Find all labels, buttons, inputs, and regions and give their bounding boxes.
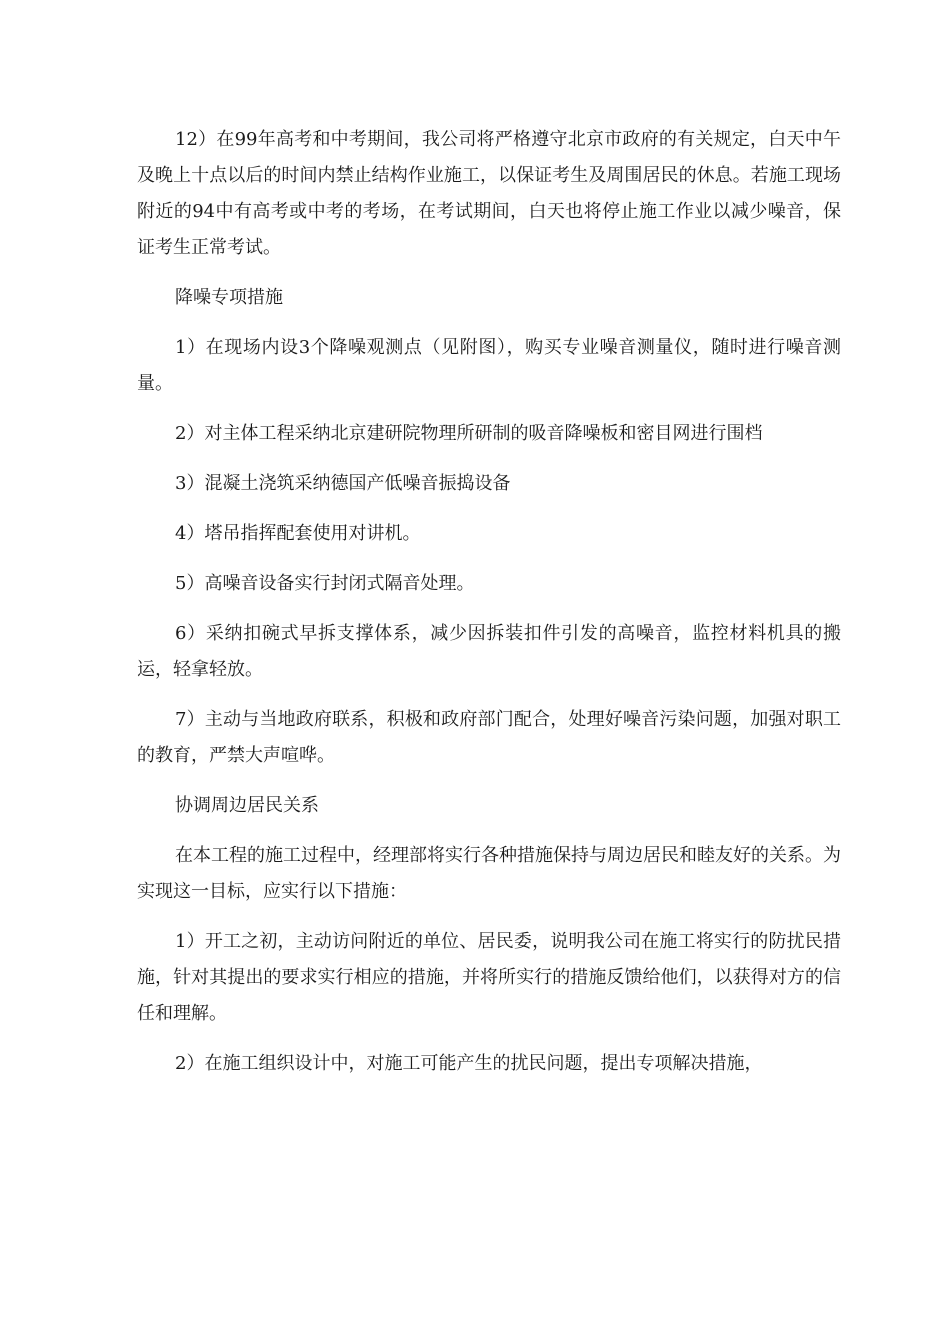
paragraph-resident-measure-2: 2）在施工组织设计中，对施工可能产生的扰民问题，提出专项解决措施，	[175, 1053, 763, 1074]
paragraph-noise-measure-3: 3）混凝土浇筑采纳德国产低噪音振捣设备	[175, 473, 511, 494]
section-heading-resident-relations: 协调周边居民关系	[175, 795, 319, 816]
paragraph-noise-measure-7: 7）主动与当地政府联系，积极和政府部门配合，处理好噪音污染问题，加强对职工的教育，严禁大声喧哗。	[137, 709, 841, 766]
paragraph-noise-measure-1: 1）在现场内设3个降噪观测点（见附图），购买专业噪音测量仪，随时进行噪音测量。	[137, 337, 841, 394]
paragraph-noise-measure-2: 2）对主体工程采纳北京建研院物理所研制的吸音降噪板和密目网进行围档	[175, 423, 763, 444]
paragraph-noise-measure-5: 5）高噪音设备实行封闭式隔音处理。	[175, 573, 475, 594]
paragraph-noise-measure-4: 4）塔吊指挥配套使用对讲机。	[175, 523, 421, 544]
paragraph-resident-intro: 在本工程的施工过程中，经理部将实行各种措施保持与周边居民和睦友好的关系。为实现这一目标，应实行以下措施：	[137, 845, 841, 902]
paragraph-exam-period-rule: 12）在99年高考和中考期间，我公司将严格遵守北京市政府的有关规定，白天中午及晚上十点以后的时间内禁止结构作业施工，以保证考生及周围居民的休息。若施工现场附近的94中有高考或中考的考场，在考试期间，白天也将停止施工作业以减少噪音，保证考生正常考试。	[137, 129, 841, 258]
paragraph-noise-measure-6: 6）采纳扣碗式早拆支撑体系，减少因拆装扣件引发的高噪音，监控材料机具的搬运，轻拿轻放。	[137, 623, 841, 680]
document-body	[137, 122, 841, 1096]
paragraph-resident-measure-1: 1）开工之初，主动访问附近的单位、居民委，说明我公司在施工将实行的防扰民措施，针对其提出的要求实行相应的措施，并将所实行的措施反馈给他们，以获得对方的信任和理解。	[137, 931, 841, 1024]
section-heading-noise-reduction: 降噪专项措施	[175, 287, 283, 308]
